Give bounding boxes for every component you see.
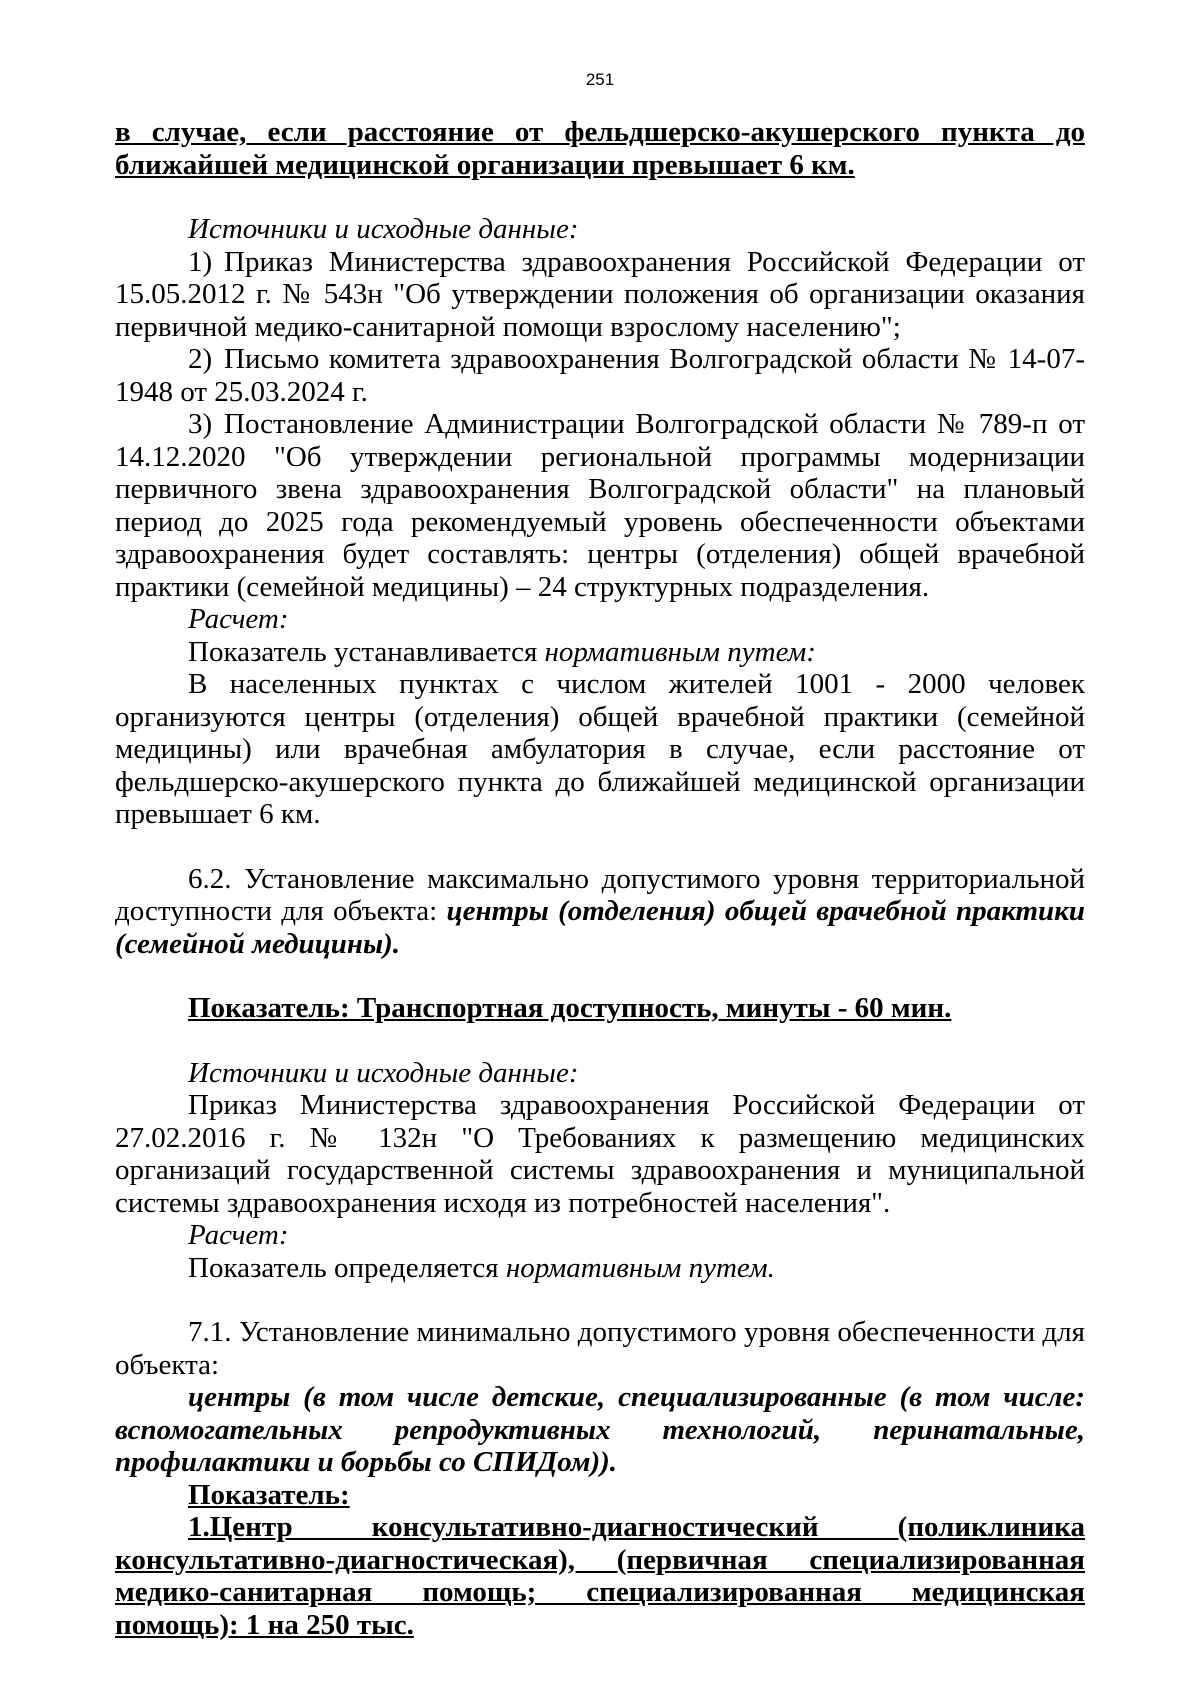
spacer: [115, 1284, 1085, 1316]
calculation-method-italic: нормативным путем:: [544, 635, 816, 668]
calculation-label: Расчет:: [188, 603, 289, 635]
spacer: [115, 181, 1085, 213]
source-item-3-number: 3): [188, 408, 213, 440]
calculation-method: [115, 636, 1085, 669]
section-7-1: 7.1. Установление минимально допустимого уровня обеспеченности для объекта:: [115, 1316, 1085, 1381]
indicator-label: Показатель:: [188, 1478, 350, 1511]
source-item-2-text: Письмо комитета здравоохранения Волгоградской области № 14-07-1948 от 25.03.2024 г.: [115, 343, 1085, 408]
spacer: [115, 960, 1085, 992]
indicator-transport: Показатель: Транспортная доступность, минуты - 60 мин.: [188, 992, 952, 1024]
section-7-1-object: центры (в том числе детские, специализированные (в том числе: вспомогательных репродуктивных технологий, перинатальные, профилактики и борьбы со СПИДом)).: [115, 1381, 1085, 1478]
section-6-2-text: 6.2. Установление максимально допустимого уровня территориальной доступности для объекта:: [115, 862, 1085, 927]
calculation-body: В населенных пунктах с числом жителей 1001 - 2000 человек организуются центры (отделения) общей врачебной практики (семейной медицины) или врачебная амбулатория в случае, если расстояние от фельдшерско-акушерского пункта до ближайшей медицинской организации превышает 6 км.: [115, 668, 1085, 830]
section-6-2: [115, 863, 1085, 961]
source-item-1: [115, 246, 1085, 344]
source-item-4: Приказ Министерства здравоохранения Российской Федерации от 27.02.2016 г. № 132н "О Требованиях к размещению медицинских организаций государственной системы здравоохранения и муниципальной системы здравоохранения исходя из потребностей населения".: [115, 1089, 1085, 1219]
intro-paragraph: в случае, если расстояние от фельдшерско-акушерского пункта до ближайшей медицинской организации превышает 6 км.: [115, 116, 1085, 181]
source-item-2-number: 2): [188, 343, 213, 375]
sources-label-2: Источники и исходные данные:: [188, 1056, 579, 1089]
calculation-label-2: Расчет:: [188, 1219, 289, 1251]
indicator-1: 1.Центр консультативно-диагностический (поликлиника консультативно-диагностическая), (первичная специализированная медико-санитарная помощь; специализированная медицинская помощь): 1 на 250 тыс.: [115, 1511, 1085, 1641]
spacer: [115, 831, 1085, 863]
source-item-1-text: Приказ Министерства здравоохранения Российской Федерации от 15.05.2012 г. № 543н "Об утверждении положения об организации оказания первичной медико-санитарной помощи взрослому населению";: [115, 245, 1085, 343]
source-item-3-text: Постановление Администрации Волгоградской области № 789-п от 14.12.2020 "Об утверждении региональной программы модернизации первичного звена здравоохранения Волгоградской области" на плановый период до 2025 года рекомендуемый уровень обеспеченности объектами здравоохранения будет составлять: центры (отделения) общей врачебной практики (семейной медицины) – 24 структурных подразделения.: [115, 408, 1085, 603]
section-6-2-object: центры (отделения) общей врачебной практики (семейной медицины).: [115, 895, 1086, 960]
source-item-2: [115, 343, 1085, 408]
calculation-method-2-italic: нормативным путем.: [505, 1251, 775, 1284]
spacer: [115, 1025, 1085, 1057]
calculation-method-2-text: Показатель определяется: [188, 1251, 506, 1284]
page-number: 251: [585, 70, 615, 89]
sources-label: Источники и исходные данные:: [188, 213, 579, 245]
source-item-3: [115, 408, 1085, 603]
source-item-1-number: 1): [188, 245, 213, 278]
calculation-method-2: [115, 1252, 1085, 1285]
calculation-method-text: Показатель устанавливается: [188, 635, 545, 668]
